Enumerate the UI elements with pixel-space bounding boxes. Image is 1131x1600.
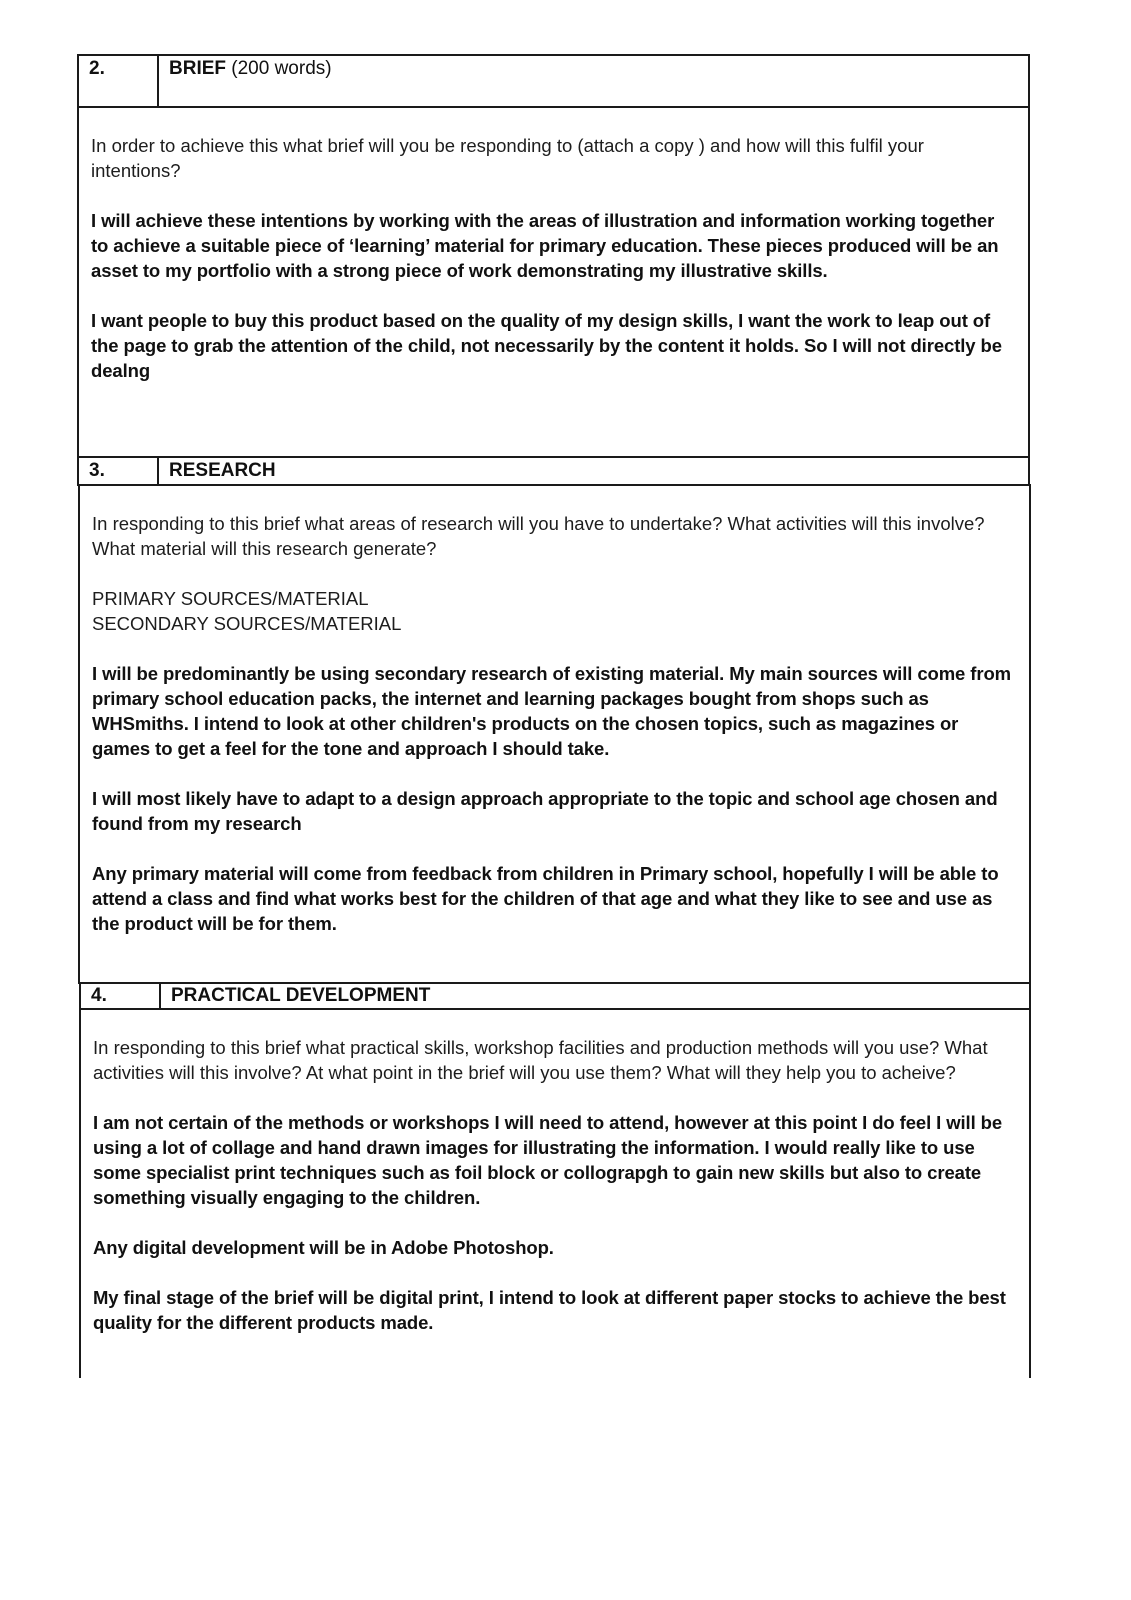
- answer-paragraph: I want people to buy this product based on the quality of my design skills, I want the work to leap out of the page to grab the attention of the child, not necessarily by the content it holds. So I will not directly be dealng: [91, 310, 1002, 381]
- answer-paragraph: Any primary material will come from feedback from children in Primary school, hopefully I will be able to attend a class and find what works best for the children of that age and what they like to see and use as the product will be for them.: [92, 863, 999, 934]
- section-number: [81, 984, 161, 1008]
- section-number-text: 3.: [89, 460, 105, 481]
- answer-paragraph: My final stage of the brief will be digital print, I intend to look at different paper stocks to achieve the best quality for the different products made.: [93, 1287, 1006, 1333]
- section-title: [159, 458, 1028, 484]
- answer-paragraph: I will achieve these intentions by working with the areas of illustration and information working together to achieve a suitable piece of ‘learning’ material for primary education. These pieces produced will be an asset to my portfolio with a strong piece of work demonstrating my illustrative skills.: [91, 210, 999, 281]
- section-number: [79, 458, 159, 484]
- answer-paragraph: I am not certain of the methods or workshops I will need to attend, however at this point I do feel I will be using a lot of collage and hand drawn images for illustrating the information. I would really like to use some specialist print techniques such as foil block or collograpgh to gain new skills but also to create something visually engaging to the children.: [93, 1112, 1003, 1208]
- section-title: [161, 984, 1029, 1008]
- section-header-practical-development: [79, 982, 1031, 1010]
- word-limit-note: (200 words): [226, 58, 332, 79]
- section-body-brief: [77, 106, 1030, 458]
- source-label-primary: PRIMARY SOURCES/MATERIAL: [92, 588, 369, 609]
- section-title-text: RESEARCH: [169, 460, 276, 481]
- section-prompt: In responding to this brief what practical skills, workshop facilities and production methods will you use? What activities will this involve? At what point in the brief will you use them? What will they help you to acheive?: [93, 1037, 988, 1083]
- section-prompt: In order to achieve this what brief will you be responding to (attach a copy ) and how will this fulfil your intentions?: [91, 135, 924, 181]
- section-number-text: 4.: [91, 985, 107, 1006]
- section-prompt: In responding to this brief what areas of research will you have to undertake? What activities will this involve? What material will this research generate?: [92, 513, 985, 559]
- source-label-secondary: SECONDARY SOURCES/MATERIAL: [92, 613, 402, 634]
- section-body-practical-development: [79, 1008, 1031, 1378]
- section-header-research: [77, 456, 1030, 486]
- answer-paragraph: I will most likely have to adapt to a design approach appropriate to the topic and school age chosen and found from my research: [92, 788, 998, 834]
- section-number: [79, 56, 159, 106]
- section-body-research: [78, 484, 1031, 984]
- section-title-text: PRACTICAL DEVELOPMENT: [171, 985, 431, 1006]
- answer-paragraph: Any digital development will be in Adobe Photoshop.: [93, 1237, 554, 1258]
- section-title-text: BRIEF: [169, 58, 226, 79]
- section-title: [159, 56, 1028, 106]
- section-number-text: 2.: [89, 58, 105, 79]
- answer-paragraph: I will be predominantly be using secondary research of existing material. My main sources will come from primary school education packs, the internet and learning packages bought from shops such as WHSmiths. I intend to look at other children's products on the chosen topics, such as magazines or games to get a feel for the tone and approach I should take.: [92, 663, 1011, 759]
- section-header-brief: [77, 54, 1030, 108]
